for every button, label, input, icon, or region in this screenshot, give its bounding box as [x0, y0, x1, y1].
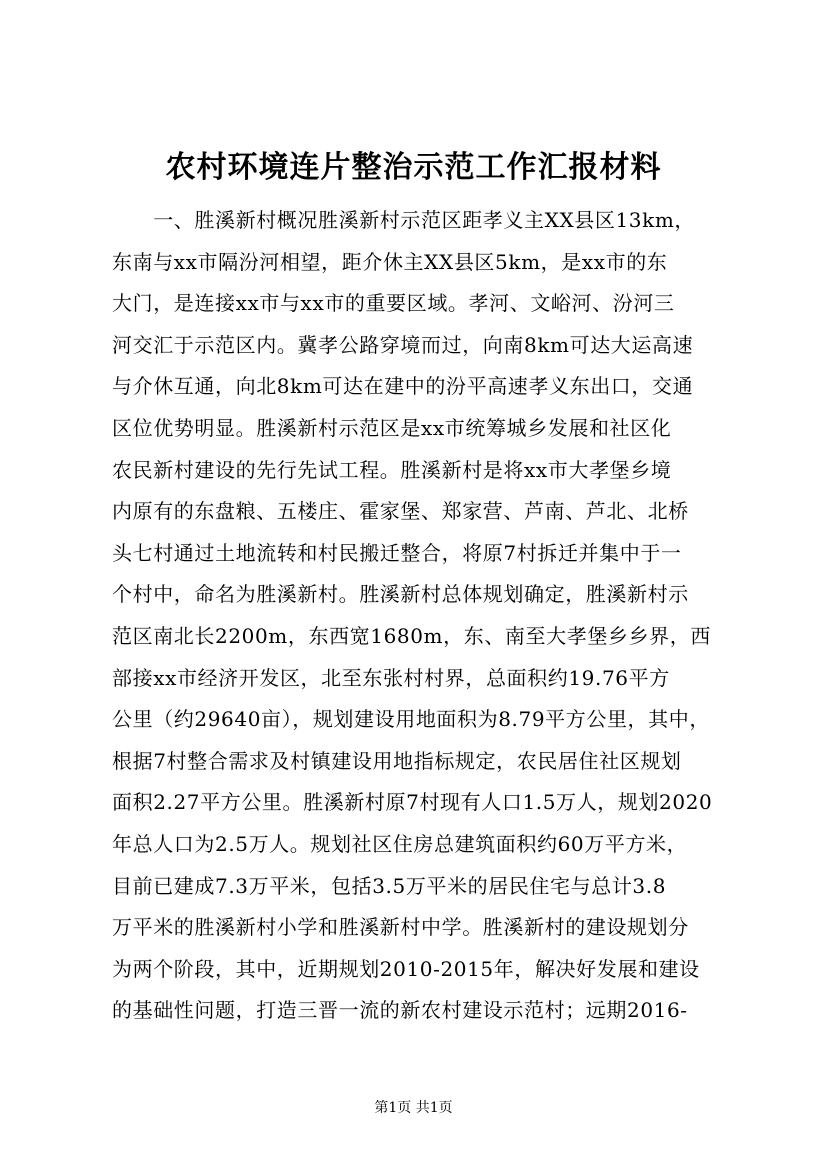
body-line: 农民新村建设的先行先试工程。胜溪新村是将xx市大孝堡乡境 [112, 457, 672, 482]
body-line: 东南与xx市隔汾河相望，距介休主XX县区5km，是xx市的东 [112, 249, 668, 274]
body-line: 目前已建成7.3万平米，包括3.5万平米的居民住宅与总计3.8 [112, 873, 667, 898]
document-body [112, 200, 718, 1032]
body-line: 为两个阶段，其中，近期规划2010-2015年，解决好发展和建设 [112, 956, 700, 981]
body-line: 范区南北长2200m，东西宽1680m，东、南至大孝堡乡乡界，西 [112, 623, 711, 648]
body-line: 头七村通过土地流转和村民搬迁整合，将原7村拆迁并集中于一 [112, 540, 682, 565]
body-line: 与介休互通，向北8km可达在建中的汾平高速孝义东出口，交通 [112, 374, 694, 399]
body-line: 根据7村整合需求及村镇建设用地指标规定，农民居住社区规划 [112, 748, 682, 773]
body-line: 一、胜溪新村概况胜溪新村示范区距孝义主XX县区13km， [112, 208, 696, 232]
body-line: 大门，是连接xx市与xx市的重要区域。孝河、文峪河、汾河三 [112, 291, 675, 316]
body-line: 部接xx市经济开发区，北至东张村村界，总面积约19.76平方 [112, 665, 670, 690]
body-line: 河交汇于示范区内。冀孝公路穿境而过，向南8km可达大运高速 [112, 332, 694, 357]
body-line: 的基础性问题，打造三晋一流的新农村建设示范村；远期2016- [112, 998, 688, 1023]
body-line: 区位优势明显。胜溪新村示范区是xx市统筹城乡发展和社区化 [112, 415, 672, 440]
page-footer: 第1页 共1页 [374, 1100, 453, 1116]
body-line: 面积2.27平方公里。胜溪新村原7村现有人口1.5万人，规划2020 [112, 790, 713, 815]
body-line: 公里（约29640亩），规划建设用地面积为8.79平方公里，其中， [112, 707, 710, 732]
body-line: 内原有的东盘粮、五楼庄、霍家堡、郑家营、芦南、芦北、北桥 [112, 499, 689, 524]
body-line: 年总人口为2.5万人。规划社区住房总建筑面积约60万平方米， [112, 831, 688, 856]
body-line: 万平米的胜溪新村小学和胜溪新村中学。胜溪新村的建设规划分 [112, 915, 689, 940]
document-title: 农村环境连片整治示范工作汇报材料 [165, 150, 662, 185]
body-line: 个村中，命名为胜溪新村。胜溪新村总体规划确定，胜溪新村示 [112, 582, 689, 607]
